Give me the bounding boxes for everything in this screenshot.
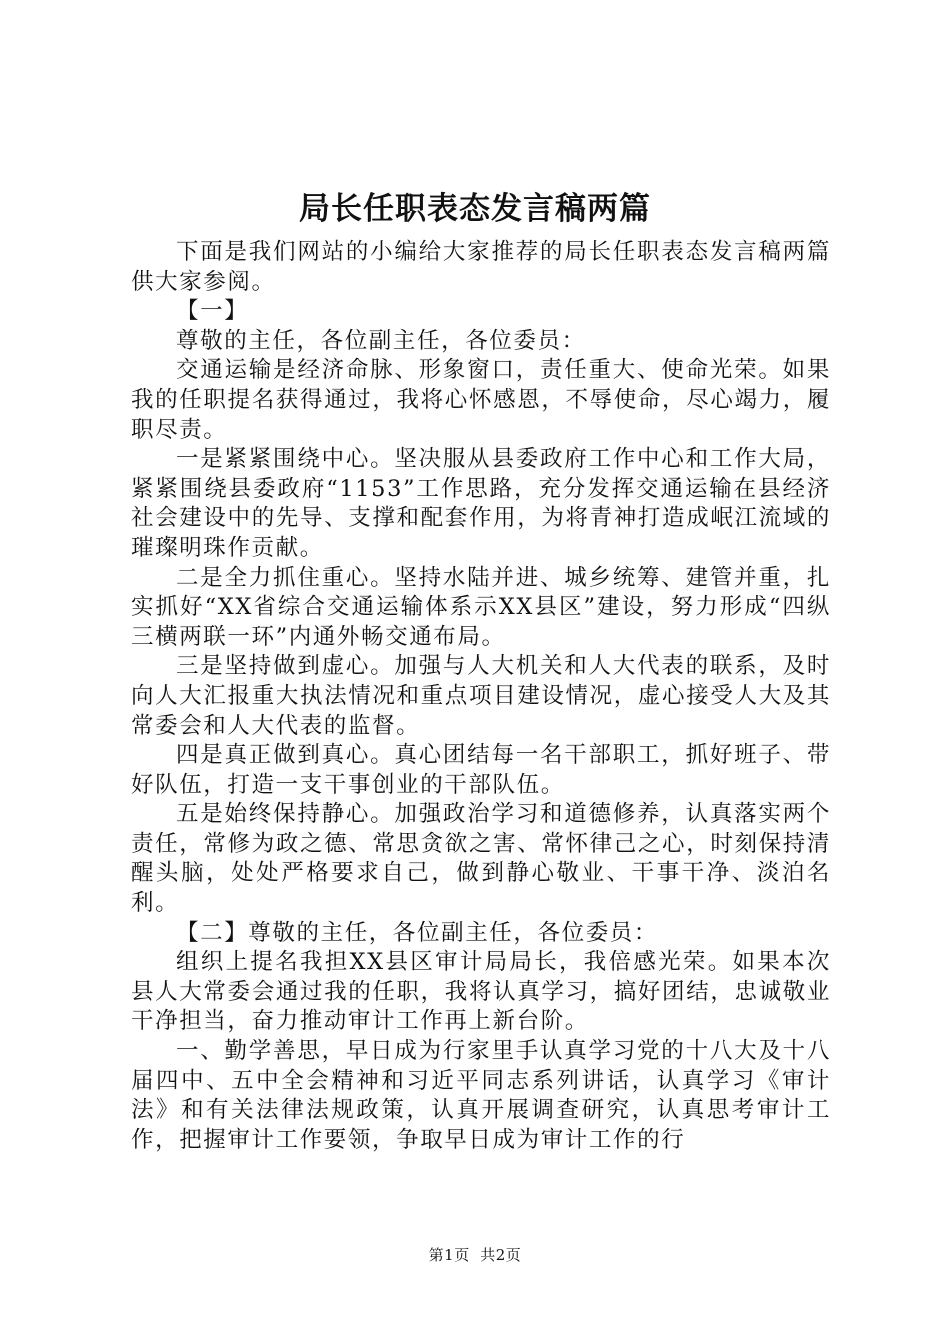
paragraph-transport: 交通运输是经济命脉、形象窗口，责任重大、使命光荣。如果我的任职提名获得通过，我将心怀感恩，不辱使命，尽心竭力，履职尽责。 (131, 357, 831, 443)
paragraph-point-one: 一是紧紧围绕中心。坚决服从县委政府工作中心和工作大局，紧紧围绕县委政府“1153”工作思路，充分发挥交通运输在县经济社会建设中的先导、支撑和配套作用，为将青神打造成岷江流域的璀璨明珠作贡献。 (131, 446, 831, 561)
page-total: 共2页 (480, 1246, 522, 1264)
paragraph-audit-point-one: 一、勤学善思，早日成为行家里手认真学习党的十八大及十八届四中、五中全会精神和习近平同志系列讲话，认真学习《审计法》和有关法律法规政策，认真开展调查研究，认真思考审计工作，把握审计工作要领，争取早日成为审计工作的行 (131, 1038, 831, 1153)
paragraph-point-two: 二是全力抓住重心。坚持水陆并进、城乡统筹、建管并重，扎实抓好“XX省综合交通运输体系示XX县区”建设，努力形成“四纵三横两联一环”内通外畅交通布局。 (131, 564, 831, 650)
document-body (131, 238, 831, 1155)
document-title: 局长任职表态发言稿两篇 (299, 191, 651, 227)
paragraph-section-one-heading: 【一】 (176, 298, 249, 325)
paragraph-section-two-heading: 【二】尊敬的主任，各位副主任，各位委员： (176, 919, 659, 946)
page-number: 第1页 (428, 1246, 470, 1264)
paragraph-audit-intro: 组织上提名我担XX县区审计局局长，我倍感光荣。如果本次县人大常委会通过我的任职，我将认真学习，搞好团结，忠诚敬业干净担当，奋力推动审计工作再上新台阶。 (131, 949, 831, 1035)
page-footer (0, 1245, 950, 1265)
paragraph-point-four: 四是真正做到真心。真心团结每一名干部职工，抓好班子、带好队伍，打造一支干事创业的干部队伍。 (131, 742, 831, 798)
paragraph-point-three: 三是坚持做到虚心。加强与人大机关和人大代表的联系，及时向人大汇报重大执法情况和重点项目建设情况，虚心接受人大及其常委会和人大代表的监督。 (131, 653, 831, 739)
paragraph-intro: 下面是我们网站的小编给大家推荐的局长任职表态发言稿两篇供大家参阅。 (131, 239, 831, 295)
paragraph-salutation-one: 尊敬的主任，各位副主任，各位委员： (176, 327, 586, 354)
footer-spacer (470, 1246, 481, 1264)
paragraph-point-five: 五是始终保持静心。加强政治学习和道德修养，认真落实两个责任，常修为政之德、常思贪欲之害、常怀律己之心，时刻保持清醒头脑，处处严格要求自己，做到静心敬业、干事干净、淡泊名利。 (131, 801, 831, 917)
